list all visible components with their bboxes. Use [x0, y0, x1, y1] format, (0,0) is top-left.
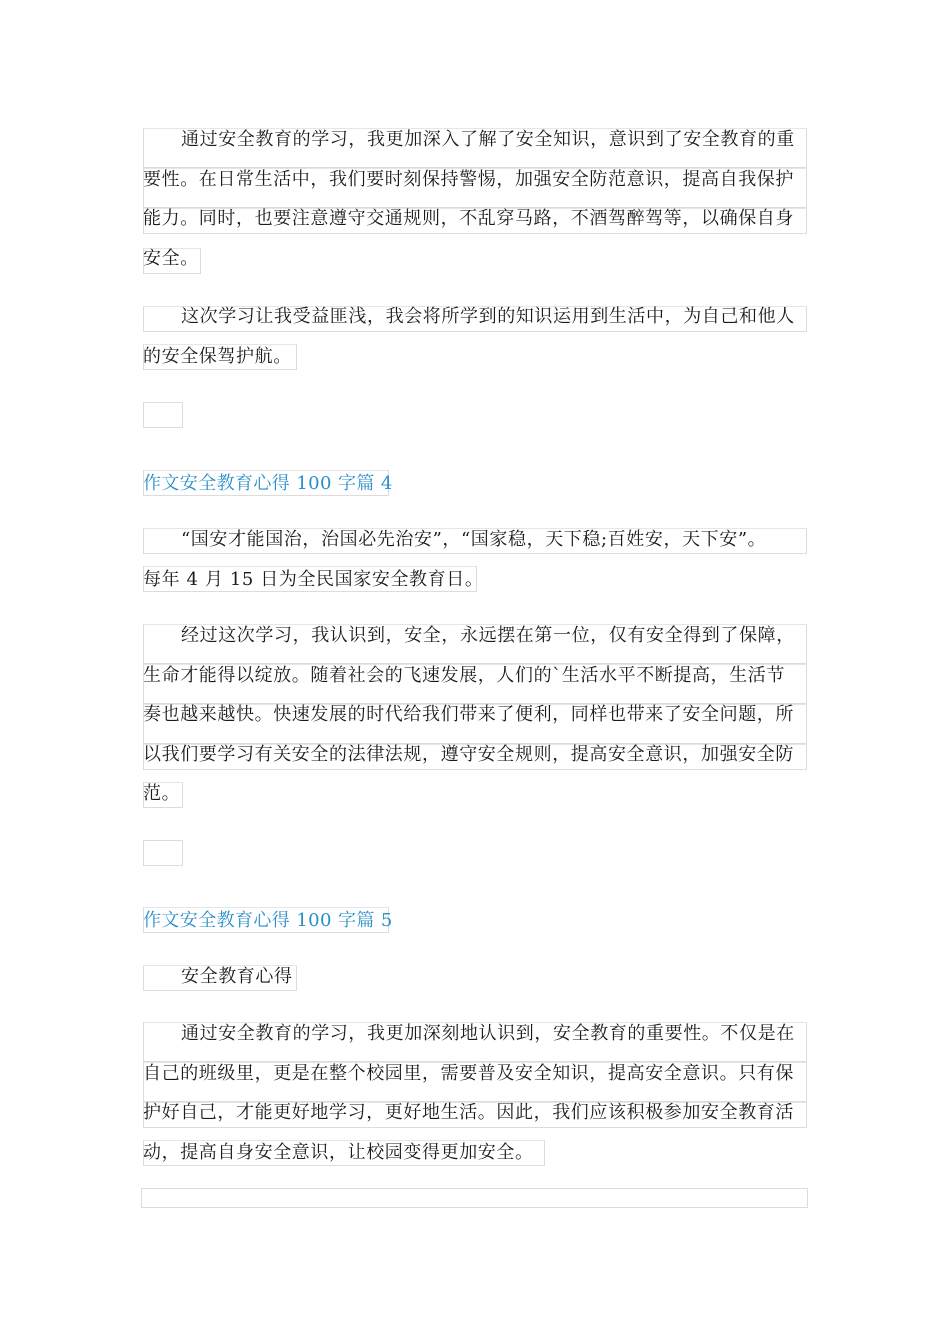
paragraph-line: 经过这次学习，我认识到，安全，永远摆在第一位，仅有安全得到了保障，	[181, 625, 795, 646]
paragraph-3	[143, 520, 766, 599]
paragraph-line: 的安全保驾护航。	[143, 345, 292, 367]
paragraph-line: 奏也越来越快。快速发展的时代给我们带来了便利，同样也带来了安全问题，所	[143, 704, 794, 725]
paragraph-line: 安全教育心得	[181, 966, 293, 987]
paragraph-line: 安全。	[143, 247, 199, 269]
section-heading-4: 作文安全教育心得 100 字篇 4	[143, 473, 393, 494]
paragraph-line: 这次学习让我受益匪浅，我会将所学到的知识运用到生活中，为自己和他人	[181, 306, 795, 327]
paragraph-line: 范。	[143, 783, 181, 804]
paragraph-line: 能力。同时，也要注意遵守交通规则，不乱穿马路，不酒驾醉驾等，以确保自身	[143, 208, 794, 229]
paragraph-line: 生命才能得以绽放。随着社会的飞速发展，人们的`生活水平不断提高，生活节	[143, 664, 785, 686]
paragraph-1	[143, 120, 795, 278]
paragraph-line: 护好自己，才能更好地学习，更好地生活。因此，我们应该积极参加安全教育活	[143, 1102, 794, 1123]
paragraph-line: 要性。在日常生活中，我们要时刻保持警惕，加强安全防范意识，提高自我保护	[143, 168, 794, 190]
paragraph-line: “国安才能国治，治国必先治安”，“国家稳，天下稳;百姓安，天下安”。	[181, 529, 767, 550]
empty-paragraph	[143, 402, 183, 428]
section-heading-5: 作文安全教育心得 100 字篇 5	[143, 910, 393, 931]
paragraph-line: 自己的班级里，更是在整个校园里，需要普及安全知识，提高安全意识。只有保	[143, 1062, 794, 1084]
paragraph-line: 通过安全教育的学习，我更加深入了解了安全知识，意识到了安全教育的重	[181, 129, 795, 150]
paragraph-line: 动，提高自身安全意识，让校园变得更加安全。	[143, 1141, 534, 1163]
paragraph-4	[143, 616, 795, 814]
paragraph-line: 通过安全教育的学习，我更加深刻地认识到，安全教育的重要性。不仅是在	[181, 1023, 795, 1044]
empty-paragraph	[141, 1188, 808, 1208]
paragraph-line: 每年 4 月 15 日为全民国家安全教育日。	[143, 568, 484, 590]
paragraph-2	[143, 297, 795, 376]
empty-paragraph	[143, 840, 183, 866]
paragraph-6	[143, 1014, 795, 1172]
paragraph-line: 以我们要学习有关安全的法律法规，遵守安全规则，提高安全意识，加强安全防	[143, 743, 794, 765]
paragraph-5	[143, 957, 293, 997]
